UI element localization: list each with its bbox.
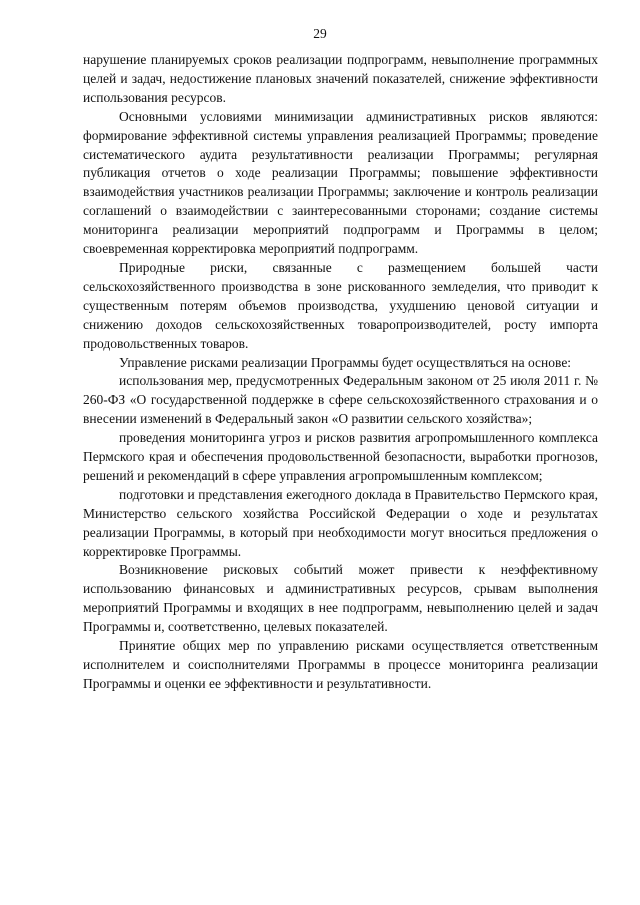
paragraph-admin-risk-conditions: Основными условиями минимизации административных рисков являются: формирование эффективной системы управления реализацией Программы; проведение систематического аудита результативности реализации Программы; регулярная публикация отчетов о ходе реализации Программы; повышение эффективности взаимодействия участников реализации Программы; заключение и контроль реализации соглашений о взаимодействии с заинтересованными сторонами; создание системы мониторинга реализации мероприятий подпрограмм и Программы в целом; своевременная корректировка мероприятий подпрограмм.: [83, 108, 598, 257]
paragraph-risk-events: Возникновение рисковых событий может привести к неэффективному использованию финансовых и административных ресурсов, срывам выполнения мероприятий Программы и входящих в нее подпрограмм, невыполнению целей и задач Программы и, соответственно, целевых показателей.: [83, 562, 598, 635]
paragraph-general-measures: Принятие общих мер по управлению рисками осуществляется ответственным исполнителем и соисполнителями Программы в процессе мониторинга реализации Программы и оценки ее эффективности и результативности.: [83, 638, 598, 691]
paragraph-federal-law-measures: использования мер, предусмотренных Федеральным законом от 25 июля 2011 г. № 260-ФЗ «О государственной поддержке в сфере сельскохозяйственного страхования и о внесении изменений в Федеральный закон «О развитии сельского хозяйства»;: [83, 373, 598, 427]
paragraph-natural-risks: Природные риски, связанные с размещением большей части сельскохозяйственного производства в зоне рискованного земледелия, что приводит к существенным потерям объемов производства, ухудшению ценовой ситуации и снижению доходов сельскохозяйственных товаропроизводителей, росту импорта продовольственных товаров.: [83, 259, 598, 351]
paragraph-risk-management-basis: Управление рисками реализации Программы будет осуществляться на основе:: [119, 354, 572, 370]
paragraph-monitoring: проведения мониторинга угроз и рисков развития агропромышленного комплекса Пермского края и обеспечения продовольственной безопасности, выработки прогнозов, решений и рекомендаций в сфере управления агропромышленным комплексом;: [83, 430, 598, 483]
page-number: 29: [313, 26, 327, 41]
paragraph-risk-consequences: нарушение планируемых сроков реализации подпрограмм, невыполнение программных целей и задач, недостижение плановых значений показателей, снижение эффективности использования ресурсов.: [83, 52, 598, 105]
document-body: [83, 51, 598, 694]
paragraph-annual-report: подготовки и представления ежегодного доклада в Правительство Пермского края, Министерство сельского хозяйства Российской Федерации о ходе и результатах реализации Программы, в который при необходимости могут вноситься предложения о корректировке Программы.: [83, 486, 598, 559]
